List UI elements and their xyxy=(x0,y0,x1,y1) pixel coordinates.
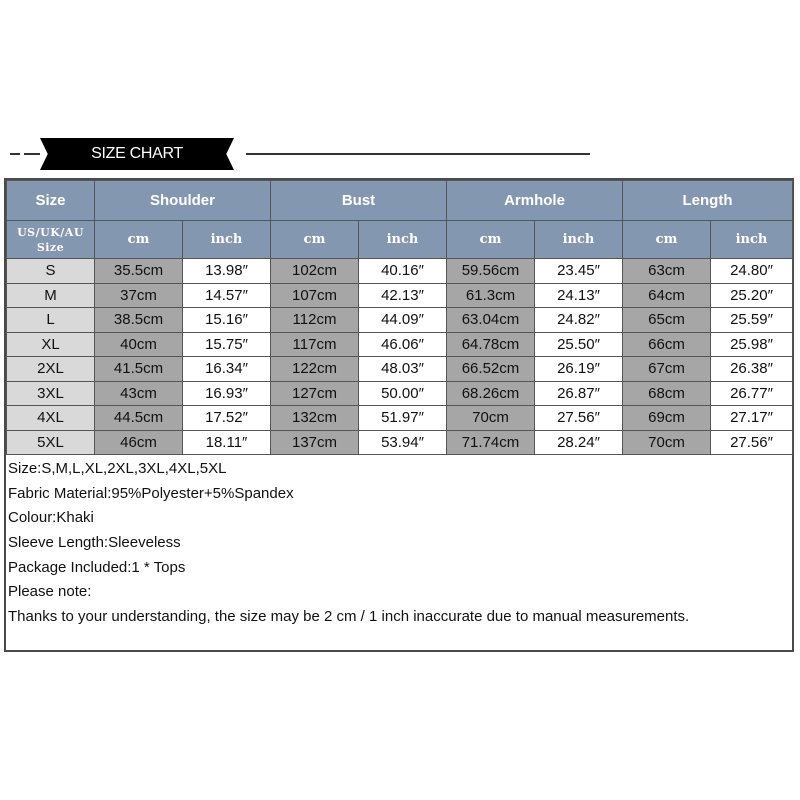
measurement-cell: 24.82″ xyxy=(535,308,623,333)
region-size-header xyxy=(7,221,95,259)
banner-title: SIZE CHART xyxy=(91,145,183,162)
note-line: Package Included:1 * Tops xyxy=(8,558,186,576)
measurement-cell: 102cm xyxy=(271,259,359,284)
measurement-cell: 59.56cm xyxy=(447,259,535,284)
group-header-row xyxy=(7,181,793,221)
measurement-cell: 25.50″ xyxy=(535,332,623,357)
measurement-cell: 46cm xyxy=(95,430,183,455)
measurement-cell: 107cm xyxy=(271,283,359,308)
size-cell: S xyxy=(7,259,95,284)
size-header: Size xyxy=(7,181,95,221)
table-row xyxy=(7,430,793,455)
measurement-cell: 71.74cm xyxy=(447,430,535,455)
unit-header: inch xyxy=(535,221,623,259)
measurement-cell: 24.80″ xyxy=(711,259,793,284)
measurement-cell: 53.94″ xyxy=(359,430,447,455)
measurement-cell: 23.45″ xyxy=(535,259,623,284)
measurement-cell: 18.11″ xyxy=(183,430,271,455)
unit-header: cm xyxy=(95,221,183,259)
measurement-cell: 25.20″ xyxy=(711,283,793,308)
region-label: US/UK/AU xyxy=(17,225,84,239)
measurement-cell: 40cm xyxy=(95,332,183,357)
measurement-cell: 37cm xyxy=(95,283,183,308)
measurement-cell: 26.38″ xyxy=(711,357,793,382)
measurement-cell: 28.24″ xyxy=(535,430,623,455)
measurement-cell: 13.98″ xyxy=(183,259,271,284)
shoulder-header: Shoulder xyxy=(95,181,271,221)
table-row xyxy=(7,357,793,382)
measurement-cell: 25.98″ xyxy=(711,332,793,357)
measurement-cell: 132cm xyxy=(271,406,359,431)
unit-header-row xyxy=(7,221,793,259)
measurement-cell: 68cm xyxy=(623,381,711,406)
size-chart-banner xyxy=(0,134,800,174)
note-line: Please note: xyxy=(8,583,92,601)
measurement-cell: 69cm xyxy=(623,406,711,431)
measurement-cell: 127cm xyxy=(271,381,359,406)
armhole-header: Armhole xyxy=(447,181,623,221)
measurement-cell: 64cm xyxy=(623,283,711,308)
note-line: Colour:Khaki xyxy=(8,509,94,527)
measurement-cell: 25.59″ xyxy=(711,308,793,333)
measurement-cell: 67cm xyxy=(623,357,711,382)
measurement-cell: 27.56″ xyxy=(535,406,623,431)
measurement-cell: 27.17″ xyxy=(711,406,793,431)
measurement-cell: 64.78cm xyxy=(447,332,535,357)
size-cell: 4XL xyxy=(7,406,95,431)
table-row xyxy=(7,381,793,406)
measurement-cell: 112cm xyxy=(271,308,359,333)
measurement-cell: 26.87″ xyxy=(535,381,623,406)
measurement-cell: 17.52″ xyxy=(183,406,271,431)
note-line: Fabric Material:95%Polyester+5%Spandex xyxy=(8,484,294,502)
table-row xyxy=(7,332,793,357)
note-line: Size:S,M,L,XL,2XL,3XL,4XL,5XL xyxy=(8,460,227,477)
measurement-cell: 27.56″ xyxy=(711,430,793,455)
size-table-body xyxy=(7,259,793,455)
length-header: Length xyxy=(623,181,793,221)
size-cell: L xyxy=(7,308,95,333)
measurement-cell: 117cm xyxy=(271,332,359,357)
measurement-cell: 42.13″ xyxy=(359,283,447,308)
size-table xyxy=(6,180,793,455)
size-cell: 2XL xyxy=(7,357,95,382)
measurement-cell: 15.75″ xyxy=(183,332,271,357)
measurement-cell: 16.34″ xyxy=(183,357,271,382)
measurement-cell: 63.04cm xyxy=(447,308,535,333)
measurement-cell: 14.57″ xyxy=(183,283,271,308)
table-row xyxy=(7,259,793,284)
measurement-cell: 44.5cm xyxy=(95,406,183,431)
measurement-cell: 70cm xyxy=(447,406,535,431)
measurement-cell: 38.5cm xyxy=(95,308,183,333)
measurement-cell: 68.26cm xyxy=(447,381,535,406)
measurement-cell: 41.5cm xyxy=(95,357,183,382)
unit-header: cm xyxy=(623,221,711,259)
unit-header: inch xyxy=(711,221,793,259)
unit-header: inch xyxy=(183,221,271,259)
bust-header: Bust xyxy=(271,181,447,221)
measurement-cell: 63cm xyxy=(623,259,711,284)
measurement-cell: 46.06″ xyxy=(359,332,447,357)
measurement-cell: 48.03″ xyxy=(359,357,447,382)
measurement-cell: 122cm xyxy=(271,357,359,382)
measurement-cell: 65cm xyxy=(623,308,711,333)
size-cell: XL xyxy=(7,332,95,357)
measurement-cell: 15.16″ xyxy=(183,308,271,333)
measurement-cell: 40.16″ xyxy=(359,259,447,284)
measurement-cell: 16.93″ xyxy=(183,381,271,406)
measurement-cell: 137cm xyxy=(271,430,359,455)
measurement-cell: 70cm xyxy=(623,430,711,455)
product-notes xyxy=(8,457,792,630)
region-size-label: Size xyxy=(36,240,65,254)
measurement-cell: 66cm xyxy=(623,332,711,357)
measurement-cell: 50.00″ xyxy=(359,381,447,406)
banner-lead-dash xyxy=(10,153,20,155)
unit-header: inch xyxy=(359,221,447,259)
unit-header: cm xyxy=(271,221,359,259)
measurement-cell: 26.19″ xyxy=(535,357,623,382)
table-row xyxy=(7,283,793,308)
banner-right-line xyxy=(246,153,590,155)
measurement-cell: 35.5cm xyxy=(95,259,183,284)
table-row xyxy=(7,308,793,333)
size-cell: M xyxy=(7,283,95,308)
measurement-cell: 26.77″ xyxy=(711,381,793,406)
measurement-cell: 66.52cm xyxy=(447,357,535,382)
banner-left-line xyxy=(24,153,40,155)
measurement-cell: 61.3cm xyxy=(447,283,535,308)
unit-header: cm xyxy=(447,221,535,259)
measurement-cell: 51.97″ xyxy=(359,406,447,431)
note-line: Thanks to your understanding, the size may be 2 cm / 1 inch inaccurate due to manual measurements. xyxy=(8,608,690,626)
note-line: Sleeve Length:Sleeveless xyxy=(8,534,181,552)
measurement-cell: 24.13″ xyxy=(535,283,623,308)
table-row xyxy=(7,406,793,431)
measurement-cell: 43cm xyxy=(95,381,183,406)
size-cell: 5XL xyxy=(7,430,95,455)
size-cell: 3XL xyxy=(7,381,95,406)
measurement-cell: 44.09″ xyxy=(359,308,447,333)
